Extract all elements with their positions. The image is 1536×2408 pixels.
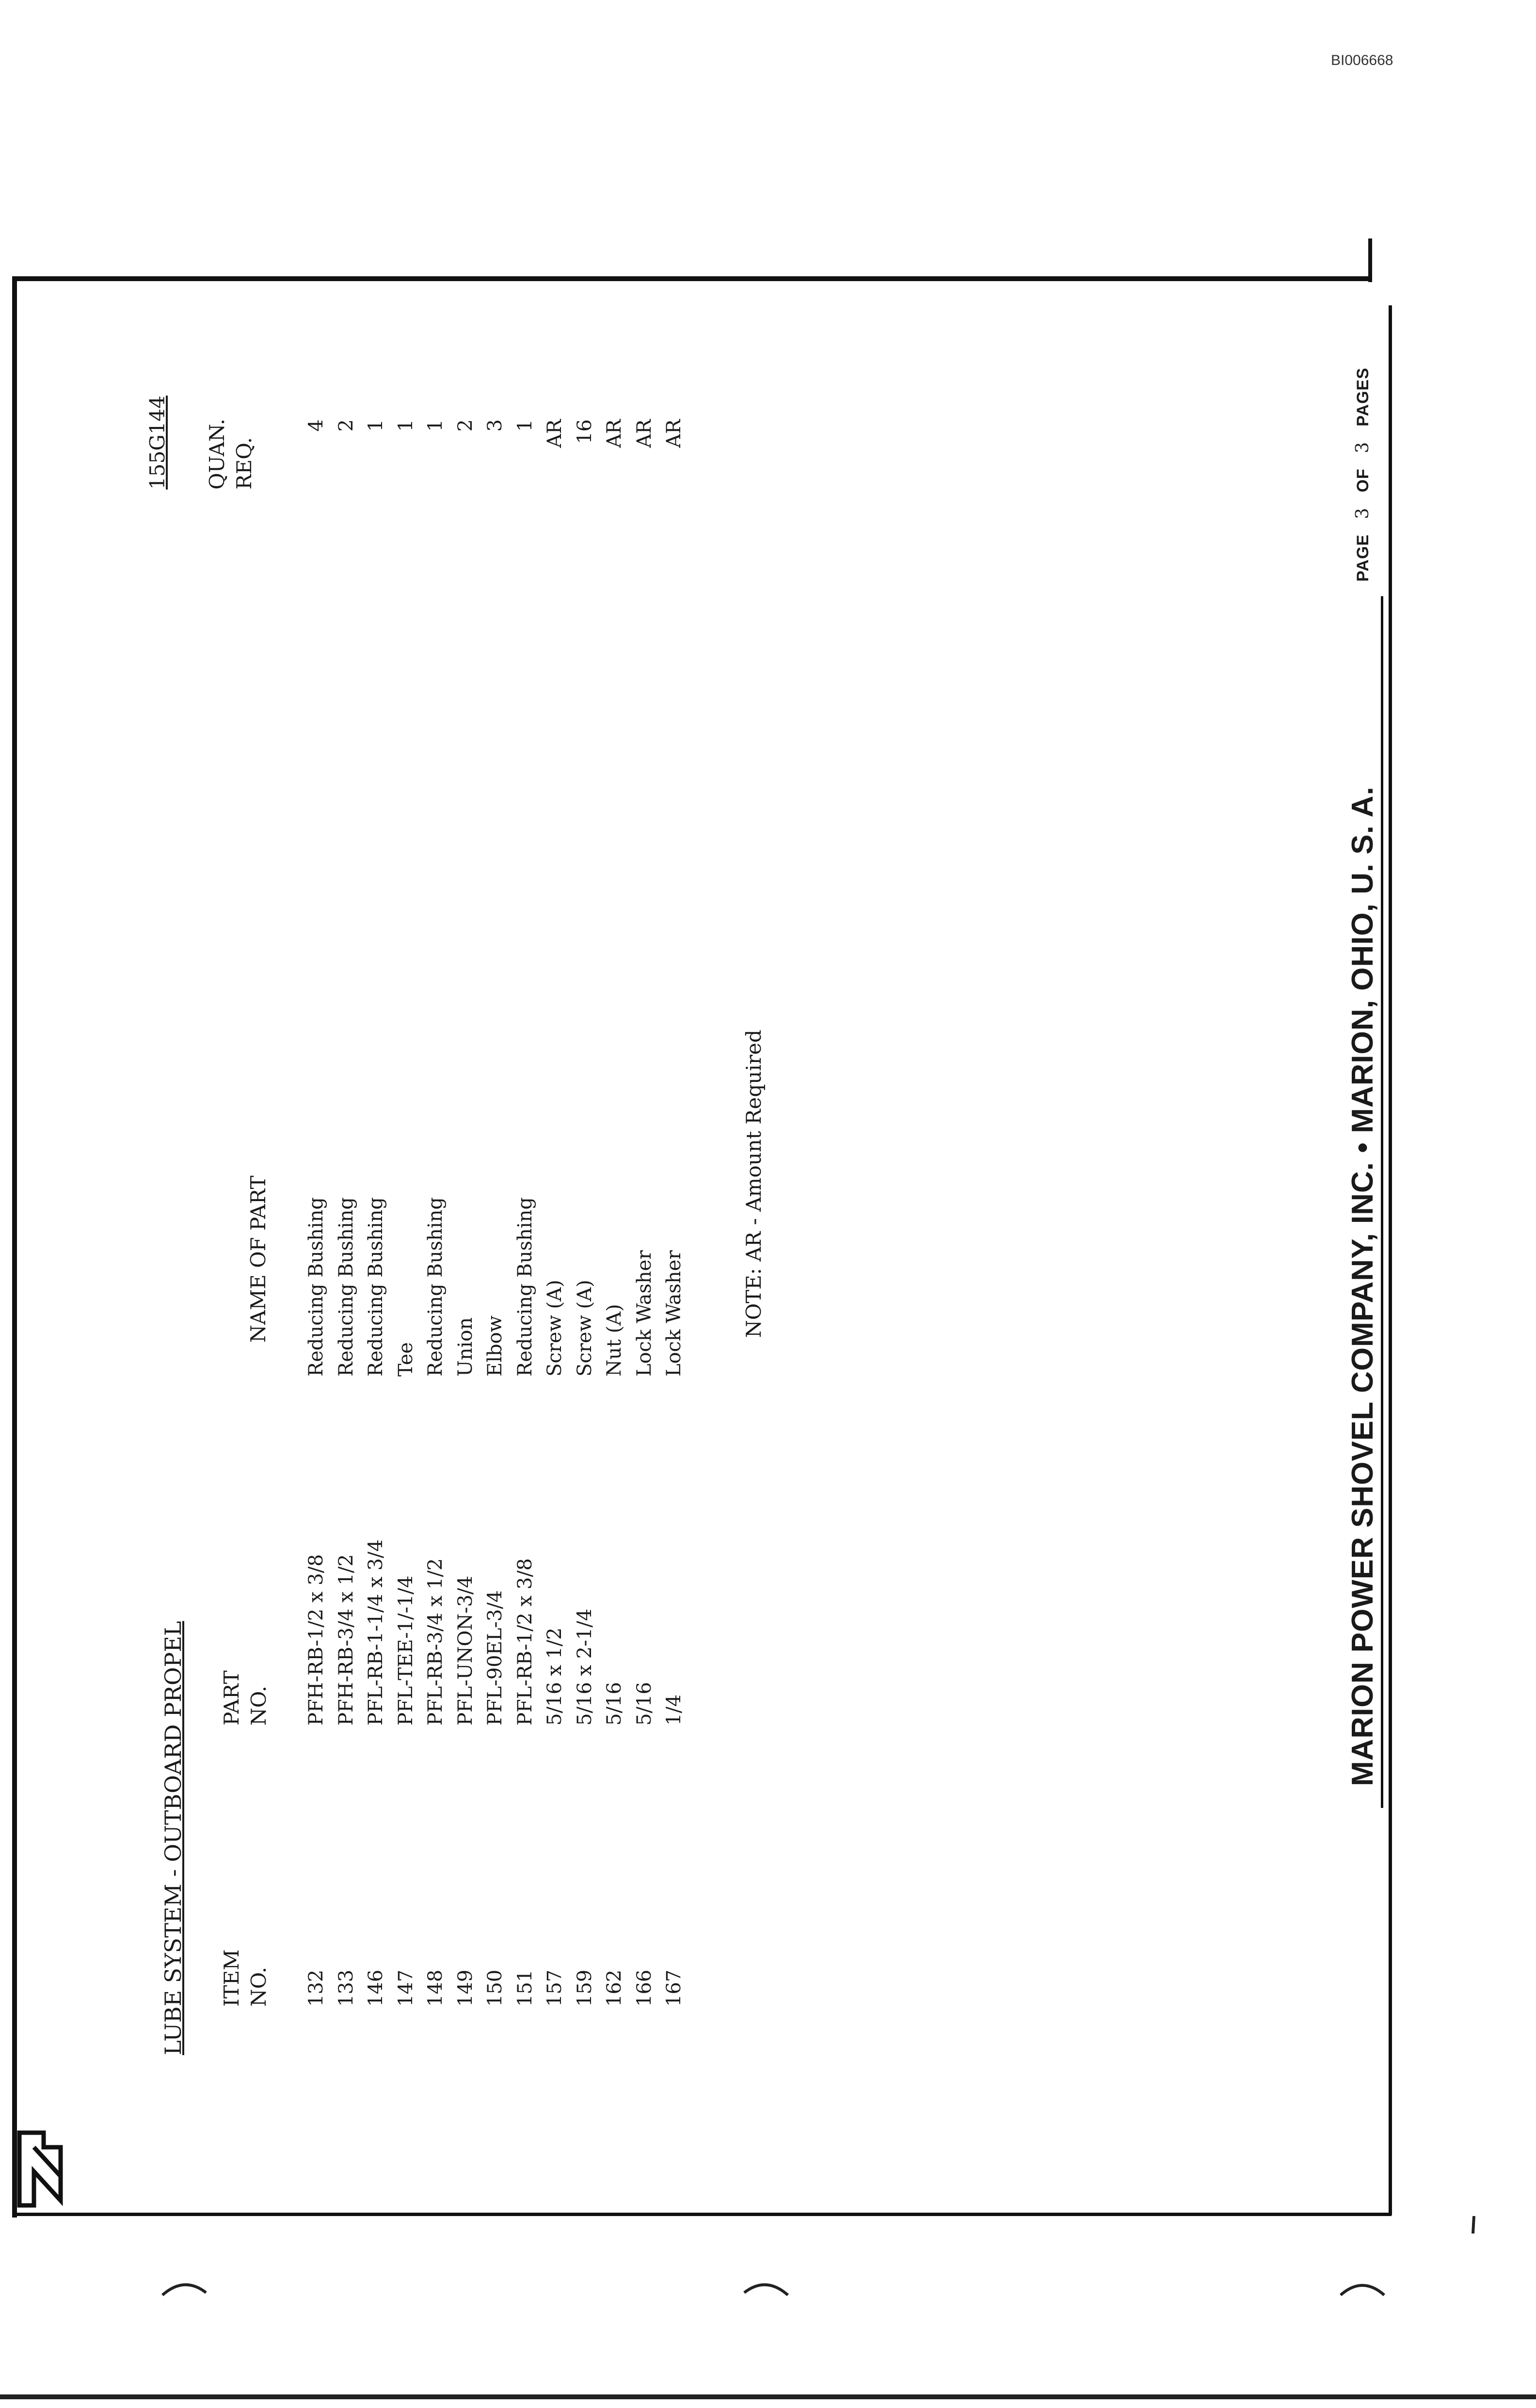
frame-right-rule: [1389, 305, 1392, 2215]
header-quan-req: QUAN. REQ.: [205, 418, 256, 490]
table-row-qty: 1: [513, 419, 536, 432]
table-row-name: Elbow: [484, 1315, 506, 1377]
table-row-item: 151: [513, 1969, 536, 2007]
table-row-name: Reducing Bushing: [513, 1197, 536, 1377]
footer-company: MARION POWER SHOVEL COMPANY, INC. • MARION, OHIO, U. S. A.: [1346, 786, 1379, 1786]
frame-left-rule: [12, 276, 17, 2218]
table-row-item: 146: [365, 1969, 387, 2007]
table-row-name: Union: [454, 1317, 477, 1377]
table-row-part: PFL-UNON-3/4: [454, 1575, 477, 1726]
table-row-qty: 1: [394, 419, 417, 432]
note-amount-required: NOTE: AR - Amount Required: [742, 1030, 766, 1338]
table-row-part: PFL-RB-1/2 x 3/8: [513, 1558, 536, 1726]
scan-mark: [1469, 2215, 1479, 2234]
table-row-part: 1/4: [663, 1694, 685, 1726]
page-number: 3: [1353, 507, 1373, 519]
scan-mark: [160, 2278, 208, 2297]
drawing-number: 155G144: [145, 396, 169, 490]
table-row-part: PFH-RB-1/2 x 3/8: [305, 1554, 327, 1726]
table-row-name: Reducing Bushing: [305, 1197, 327, 1377]
table-row-item: 149: [454, 1969, 477, 2007]
header-name-of-part: NAME OF PART: [246, 1175, 270, 1343]
footer-rule: [1381, 596, 1383, 1808]
frame-top-rule: [12, 276, 1372, 281]
table-row-part: PFL-TEE-1/-1/4: [394, 1575, 417, 1726]
column-item-numbers: [302, 1970, 689, 2007]
table-row-qty: 16: [573, 419, 596, 444]
table-row-qty: AR: [633, 419, 656, 448]
scan-mark: [742, 2278, 790, 2297]
frame-corner-tick: [1368, 238, 1372, 282]
table-row-name: Reducing Bushing: [335, 1197, 357, 1377]
scan-edge-line: [0, 2394, 1536, 2399]
section-title: LUBE SYSTEM - OUTBOARD PROPEL: [160, 1621, 186, 2055]
table-row-part: 5/16 x 2-1/4: [573, 1608, 596, 1726]
table-row-name: Nut (A): [603, 1304, 625, 1377]
table-row-name: Reducing Bushing: [365, 1197, 387, 1377]
table-row-qty: AR: [663, 419, 685, 448]
frame-bottom-rule: [12, 2213, 1392, 2216]
column-quantities: [302, 419, 689, 453]
table-row-part: 5/16: [633, 1682, 656, 1726]
of-word: OF: [1354, 468, 1372, 492]
table-row-qty: 1: [365, 419, 387, 432]
table-row-part: PFL-RB-3/4 x 1/2: [424, 1558, 447, 1726]
document-id: BI006668: [1331, 52, 1393, 68]
table-row-item: 162: [603, 1969, 625, 2007]
table-row-qty: 4: [305, 419, 327, 432]
table-row-item: 132: [305, 1969, 327, 2007]
column-part-names: [302, 1197, 689, 1377]
header-item-no: ITEM NO.: [220, 1949, 271, 2007]
pages-word: PAGES: [1354, 367, 1372, 427]
table-row-qty: AR: [603, 419, 625, 448]
table-row-qty: 3: [484, 419, 506, 432]
table-row-item: 148: [424, 1969, 447, 2007]
table-row-item: 150: [484, 1969, 506, 2007]
table-row-item: 166: [633, 1969, 656, 2007]
column-part-numbers: [302, 1539, 689, 1726]
table-row-part: PFH-RB-3/4 x 1/2: [335, 1554, 357, 1726]
table-row-part: 5/16: [603, 1682, 625, 1726]
page-word: PAGE: [1354, 534, 1372, 582]
table-row-part: PFL-RB-1-1/4 x 3/4: [365, 1539, 387, 1726]
table-row-qty: 2: [335, 419, 357, 432]
table-row-item: 157: [544, 1969, 566, 2007]
table-row-item: 147: [394, 1969, 417, 2007]
table-row-name: Screw (A): [573, 1280, 596, 1377]
marion-logo-icon: [15, 2128, 82, 2215]
table-row-part: 5/16 x 1/2: [544, 1627, 566, 1726]
table-row-name: Tee: [394, 1342, 417, 1377]
table-row-part: PFL-90EL-3/4: [484, 1590, 506, 1726]
table-row-name: Lock Washer: [633, 1250, 656, 1377]
page-total: 3: [1353, 442, 1373, 453]
table-row-qty: AR: [544, 419, 566, 448]
table-row-item: 167: [663, 1969, 685, 2007]
table-row-name: Lock Washer: [663, 1250, 685, 1377]
table-row-item: 159: [573, 1969, 596, 2007]
table-row-item: 133: [335, 1969, 357, 2007]
table-row-name: Reducing Bushing: [424, 1197, 447, 1377]
scan-mark: [1338, 2278, 1387, 2297]
table-row-qty: 1: [424, 419, 447, 432]
table-row-qty: 2: [454, 419, 477, 432]
page-indicator: [1353, 367, 1373, 582]
header-part-no: PART NO.: [220, 1670, 271, 1726]
table-row-name: Screw (A): [544, 1280, 566, 1377]
